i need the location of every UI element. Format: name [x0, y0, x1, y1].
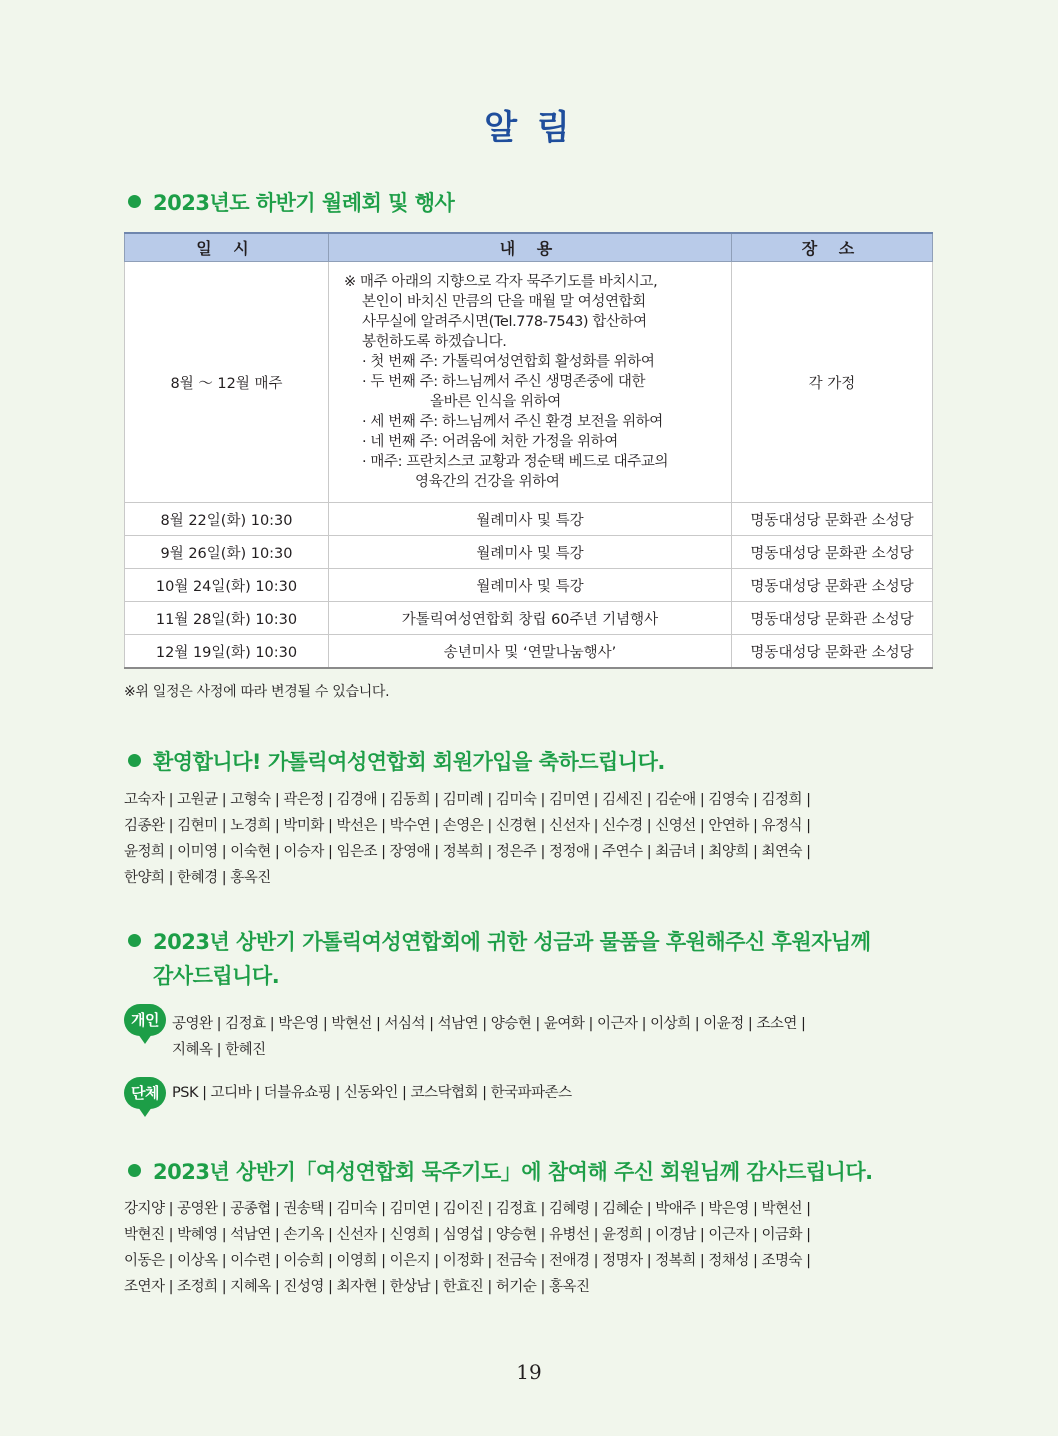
cell-date: 10월 24일(화) 10:30: [125, 569, 329, 602]
bullet-icon: [128, 1164, 141, 1177]
note-line: 올바른 인식을 위하여: [430, 394, 561, 410]
note-line: · 세 번째 주: 하느님께서 주신 환경 보전을 위하여: [362, 414, 663, 430]
cell-date: 8월 22일(화) 10:30: [125, 503, 329, 536]
note-line: 본인이 바치신 만큼의 단을 매월 말 여성연합회: [362, 294, 646, 310]
cell-place: 명동대성당 문화관 소성당: [732, 635, 933, 669]
schedule-footnote: ※위 일정은 사정에 따라 변경될 수 있습니다.: [124, 684, 390, 700]
individual-badge: 개인: [124, 1004, 166, 1036]
note-line: 영육간의 건강을 위하여: [415, 474, 560, 490]
bullet-icon: [128, 934, 141, 947]
cell-date: 9월 26일(화) 10:30: [125, 536, 329, 569]
name-line: 박현진 | 박혜영 | 석남연 | 손기옥 | 신선자 | 신영희 | 심영섭 | 양승현 | 유병선 | 윤정희 | 이경남 | 이근자 | 이금화 |: [124, 1227, 811, 1243]
name-line: 고숙자 | 고원균 | 고형숙 | 곽은정 | 김경애 | 김동희 | 김미례 | 김미숙 | 김미연 | 김세진 | 김순애 | 김영숙 | 김정희 |: [124, 792, 811, 808]
note-line: · 네 번째 주: 어려움에 처한 가정을 위하여: [362, 434, 618, 450]
cell-place: 명동대성당 문화관 소성당: [732, 569, 933, 602]
cell-date: 11월 28일(화) 10:30: [125, 602, 329, 635]
table-row: [125, 569, 933, 602]
cell-date: 8월 ～ 12월 매주: [125, 262, 329, 503]
new-members-list: [124, 787, 944, 891]
table-row: [125, 536, 933, 569]
cell-content: 월례미사 및 특강: [329, 503, 732, 536]
cell-content: 가톨릭여성연합회 창립 60주년 기념행사: [329, 602, 732, 635]
table-row: [125, 262, 933, 503]
group-donors-list: [172, 1080, 947, 1106]
note-line: · 두 번째 주: 하느님께서 주신 생명존중에 대한: [362, 374, 646, 390]
name-line: 조연자 | 조정희 | 지혜옥 | 진성영 | 최자현 | 한상남 | 한효진 | 허기순 | 홍옥진: [124, 1279, 590, 1295]
cell-place: 명동대성당 문화관 소성당: [732, 536, 933, 569]
bullet-icon: [128, 754, 141, 767]
cell-place: 명동대성당 문화관 소성당: [732, 602, 933, 635]
cell-place: 각 가정: [732, 262, 933, 503]
section-heading-rosary: 2023년 상반기「여성연합회 묵주기도」에 참여해 주신 회원님께 감사드립니다.: [128, 1155, 873, 1189]
heading-continuation: 감사드립니다.: [153, 964, 280, 988]
cell-date: 12월 19일(화) 10:30: [125, 635, 329, 669]
cell-content: 월례미사 및 특강: [329, 536, 732, 569]
cell-content: 송년미사 및 ‘연말나눔행사’: [329, 635, 732, 669]
section-heading-donors: 2023년 상반기 가톨릭여성연합회에 귀한 성금과 물품을 후원해주신 후원자님께 감사드립니다.: [128, 925, 871, 993]
column-header-place: 장 소: [732, 233, 933, 262]
note-line: · 첫 번째 주: 가톨릭여성연합회 활성화를 위하여: [362, 354, 655, 370]
name-line: 한양희 | 한혜경 | 홍옥진: [124, 870, 271, 886]
name-line: 이동은 | 이상옥 | 이수련 | 이승희 | 이영희 | 이은지 | 이정화 | 전금숙 | 전애경 | 정명자 | 정복희 | 정채성 | 조명숙 |: [124, 1253, 811, 1269]
table-row: [125, 602, 933, 635]
note-line: 사무실에 알려주시면(Tel.778-7543) 합산하여: [362, 314, 647, 330]
page-title: 알 림: [484, 108, 574, 148]
table-header-row: [125, 233, 933, 262]
cell-place: 명동대성당 문화관 소성당: [732, 503, 933, 536]
bullet-icon: [128, 195, 141, 208]
name-line: 강지양 | 공영완 | 공종협 | 권송택 | 김미숙 | 김미연 | 김이진 | 김정효 | 김혜령 | 김혜순 | 박애주 | 박은영 | 박현선 |: [124, 1201, 811, 1217]
name-line: 공영완 | 김정효 | 박은영 | 박현선 | 서심석 | 석남연 | 양승현 | 윤여화 | 이근자 | 이상희 | 이윤정 | 조소연 |: [172, 1016, 806, 1032]
name-line: 김종완 | 김현미 | 노경희 | 박미화 | 박선은 | 박수연 | 손영은 | 신경현 | 신선자 | 신수경 | 신영선 | 안연하 | 유정식 |: [124, 818, 811, 834]
column-header-content: 내 용: [329, 233, 732, 262]
name-line: 지혜옥 | 한혜진: [172, 1042, 266, 1058]
name-line: PSK | 고디바 | 더블유쇼핑 | 신동와인 | 코스닥협회 | 한국파파존스: [172, 1085, 572, 1101]
cell-rosary-notes: [329, 262, 732, 503]
group-badge: 단체: [124, 1077, 166, 1109]
page-number: 19: [516, 1360, 542, 1384]
note-line: ※ 매주 아래의 지향으로 각자 묵주기도를 바치시고,: [344, 274, 658, 290]
cell-content: 월례미사 및 특강: [329, 569, 732, 602]
note-line: 봉헌하도록 하겠습니다.: [362, 334, 507, 350]
section-heading-welcome: 환영합니다! 가톨릭여성연합회 회원가입을 축하드립니다.: [128, 745, 665, 779]
individual-donors-list: [172, 1011, 947, 1063]
note-line: · 매주: 프란치스코 교황과 정순택 베드로 대주교의: [362, 454, 669, 470]
schedule-table: [124, 232, 933, 669]
table-row: [125, 503, 933, 536]
table-row: [125, 635, 933, 669]
name-line: 윤정희 | 이미영 | 이숙현 | 이승자 | 임은조 | 장영애 | 정복희 | 정은주 | 정정애 | 주연수 | 최금녀 | 최양희 | 최연숙 |: [124, 844, 811, 860]
column-header-date: 일 시: [125, 233, 329, 262]
section-heading-schedule: 2023년도 하반기 월례회 및 행사: [128, 186, 454, 220]
rosary-members-list: [124, 1196, 944, 1300]
